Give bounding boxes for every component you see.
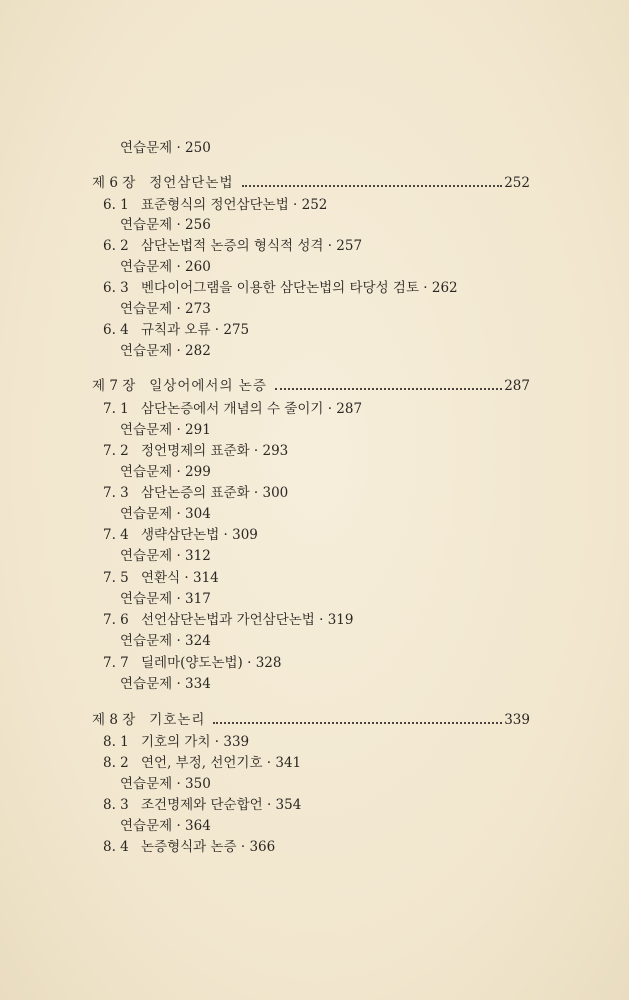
practice-title: 연습문제 · 273: [120, 301, 211, 317]
section-number: 7. 7: [103, 655, 129, 671]
section-number: 7. 4: [103, 527, 129, 543]
toc-practice-entry: [120, 421, 211, 439]
toc-practice-entry: [120, 258, 211, 276]
section-title: 표준형식의 정언삼단논법 · 252: [141, 197, 328, 213]
section-title: 규칙과 오류 · 275: [141, 322, 250, 338]
toc-practice-entry: [120, 300, 211, 318]
section-number: 8. 1: [103, 734, 129, 750]
section-title: 생략삼단논법 · 309: [141, 527, 258, 543]
chapter-title: 정언삼단논법: [149, 175, 234, 191]
practice-title: 연습문제 · 260: [120, 259, 211, 275]
toc-section-entry: [103, 569, 219, 587]
practice-title: 연습문제 · 250: [120, 140, 211, 156]
toc-section-entry: [103, 442, 288, 460]
toc-section-entry: [103, 526, 258, 544]
toc-section-entry: [103, 237, 362, 255]
practice-title: 연습문제 · 299: [120, 464, 211, 480]
toc-practice-entry: [120, 775, 211, 793]
section-title: 삼단논증에서 개념의 수 줄이기 · 287: [141, 401, 363, 417]
dot-leader: [275, 388, 502, 390]
practice-title: 연습문제 · 317: [120, 591, 211, 607]
chapter-number: 제 6 장: [92, 175, 136, 191]
toc-section-entry: [103, 754, 301, 772]
toc-practice-entry: [120, 216, 211, 234]
section-title: 연언, 부정, 선언기호 · 341: [141, 755, 302, 771]
toc-section-entry: [103, 196, 327, 214]
section-number: 8. 4: [103, 839, 129, 855]
toc-practice-entry: [120, 139, 211, 157]
section-title: 삼단논법적 논증의 형식적 성격 · 257: [141, 238, 363, 254]
section-number: 7. 6: [103, 612, 129, 628]
chapter-page-number: 252: [504, 175, 530, 191]
toc-section-entry: [103, 321, 249, 339]
chapter-title: 일상어에서의 논증: [149, 378, 267, 394]
section-number: 6. 1: [103, 197, 129, 213]
section-number: 7. 1: [103, 401, 129, 417]
section-number: 7. 5: [103, 570, 129, 586]
toc-section-entry: [103, 733, 249, 751]
chapter-number: 제 8 장: [92, 712, 136, 728]
section-number: 6. 3: [103, 280, 129, 296]
practice-title: 연습문제 · 364: [120, 818, 211, 834]
section-number: 7. 2: [103, 443, 129, 459]
practice-title: 연습문제 · 334: [120, 676, 211, 692]
practice-title: 연습문제 · 350: [120, 776, 211, 792]
toc-section-entry: [103, 796, 301, 814]
dot-leader: [242, 185, 503, 187]
section-number: 7. 3: [103, 485, 129, 501]
practice-title: 연습문제 · 256: [120, 217, 211, 233]
chapter-page-number: 339: [504, 712, 530, 728]
section-title: 선언삼단논법과 가언삼단논법 · 319: [141, 612, 354, 628]
practice-title: 연습문제 · 324: [120, 633, 211, 649]
toc-practice-entry: [120, 590, 211, 608]
practice-title: 연습문제 · 282: [120, 343, 211, 359]
section-title: 벤다이어그램을 이용한 삼단논법의 타당성 검토 · 262: [141, 280, 458, 296]
section-title: 딜레마(양도논법) · 328: [141, 655, 282, 671]
section-title: 기호의 가치 · 339: [141, 734, 250, 750]
section-number: 6. 4: [103, 322, 129, 338]
toc-section-entry: [103, 400, 362, 418]
practice-title: 연습문제 · 304: [120, 506, 211, 522]
practice-title: 연습문제 · 291: [120, 422, 211, 438]
toc-practice-entry: [120, 675, 211, 693]
toc-practice-entry: [120, 463, 211, 481]
section-number: 6. 2: [103, 238, 129, 254]
toc-section-entry: [103, 279, 458, 297]
section-title: 연환식 · 314: [141, 570, 219, 586]
toc-chapter-entry: [92, 377, 530, 395]
toc-section-entry: [103, 654, 281, 672]
toc-section-entry: [103, 484, 288, 502]
chapter-title: 기호논리: [149, 712, 206, 728]
section-title: 삼단논증의 표준화 · 300: [141, 485, 289, 501]
section-title: 조건명제와 단순합언 · 354: [141, 797, 302, 813]
chapter-number: 제 7 장: [92, 378, 136, 394]
toc-practice-entry: [120, 632, 211, 650]
section-title: 논증형식과 논증 · 366: [141, 839, 276, 855]
toc-chapter-entry: [92, 711, 530, 729]
toc-section-entry: [103, 611, 353, 629]
section-number: 8. 2: [103, 755, 129, 771]
chapter-page-number: 287: [504, 378, 530, 394]
toc-practice-entry: [120, 505, 211, 523]
toc-section-entry: [103, 838, 275, 856]
toc-chapter-entry: [92, 174, 530, 192]
practice-title: 연습문제 · 312: [120, 548, 211, 564]
section-title: 정언명제의 표준화 · 293: [141, 443, 289, 459]
dot-leader: [213, 722, 502, 724]
toc-practice-entry: [120, 342, 211, 360]
section-number: 8. 3: [103, 797, 129, 813]
toc-practice-entry: [120, 817, 211, 835]
toc-practice-entry: [120, 547, 211, 565]
